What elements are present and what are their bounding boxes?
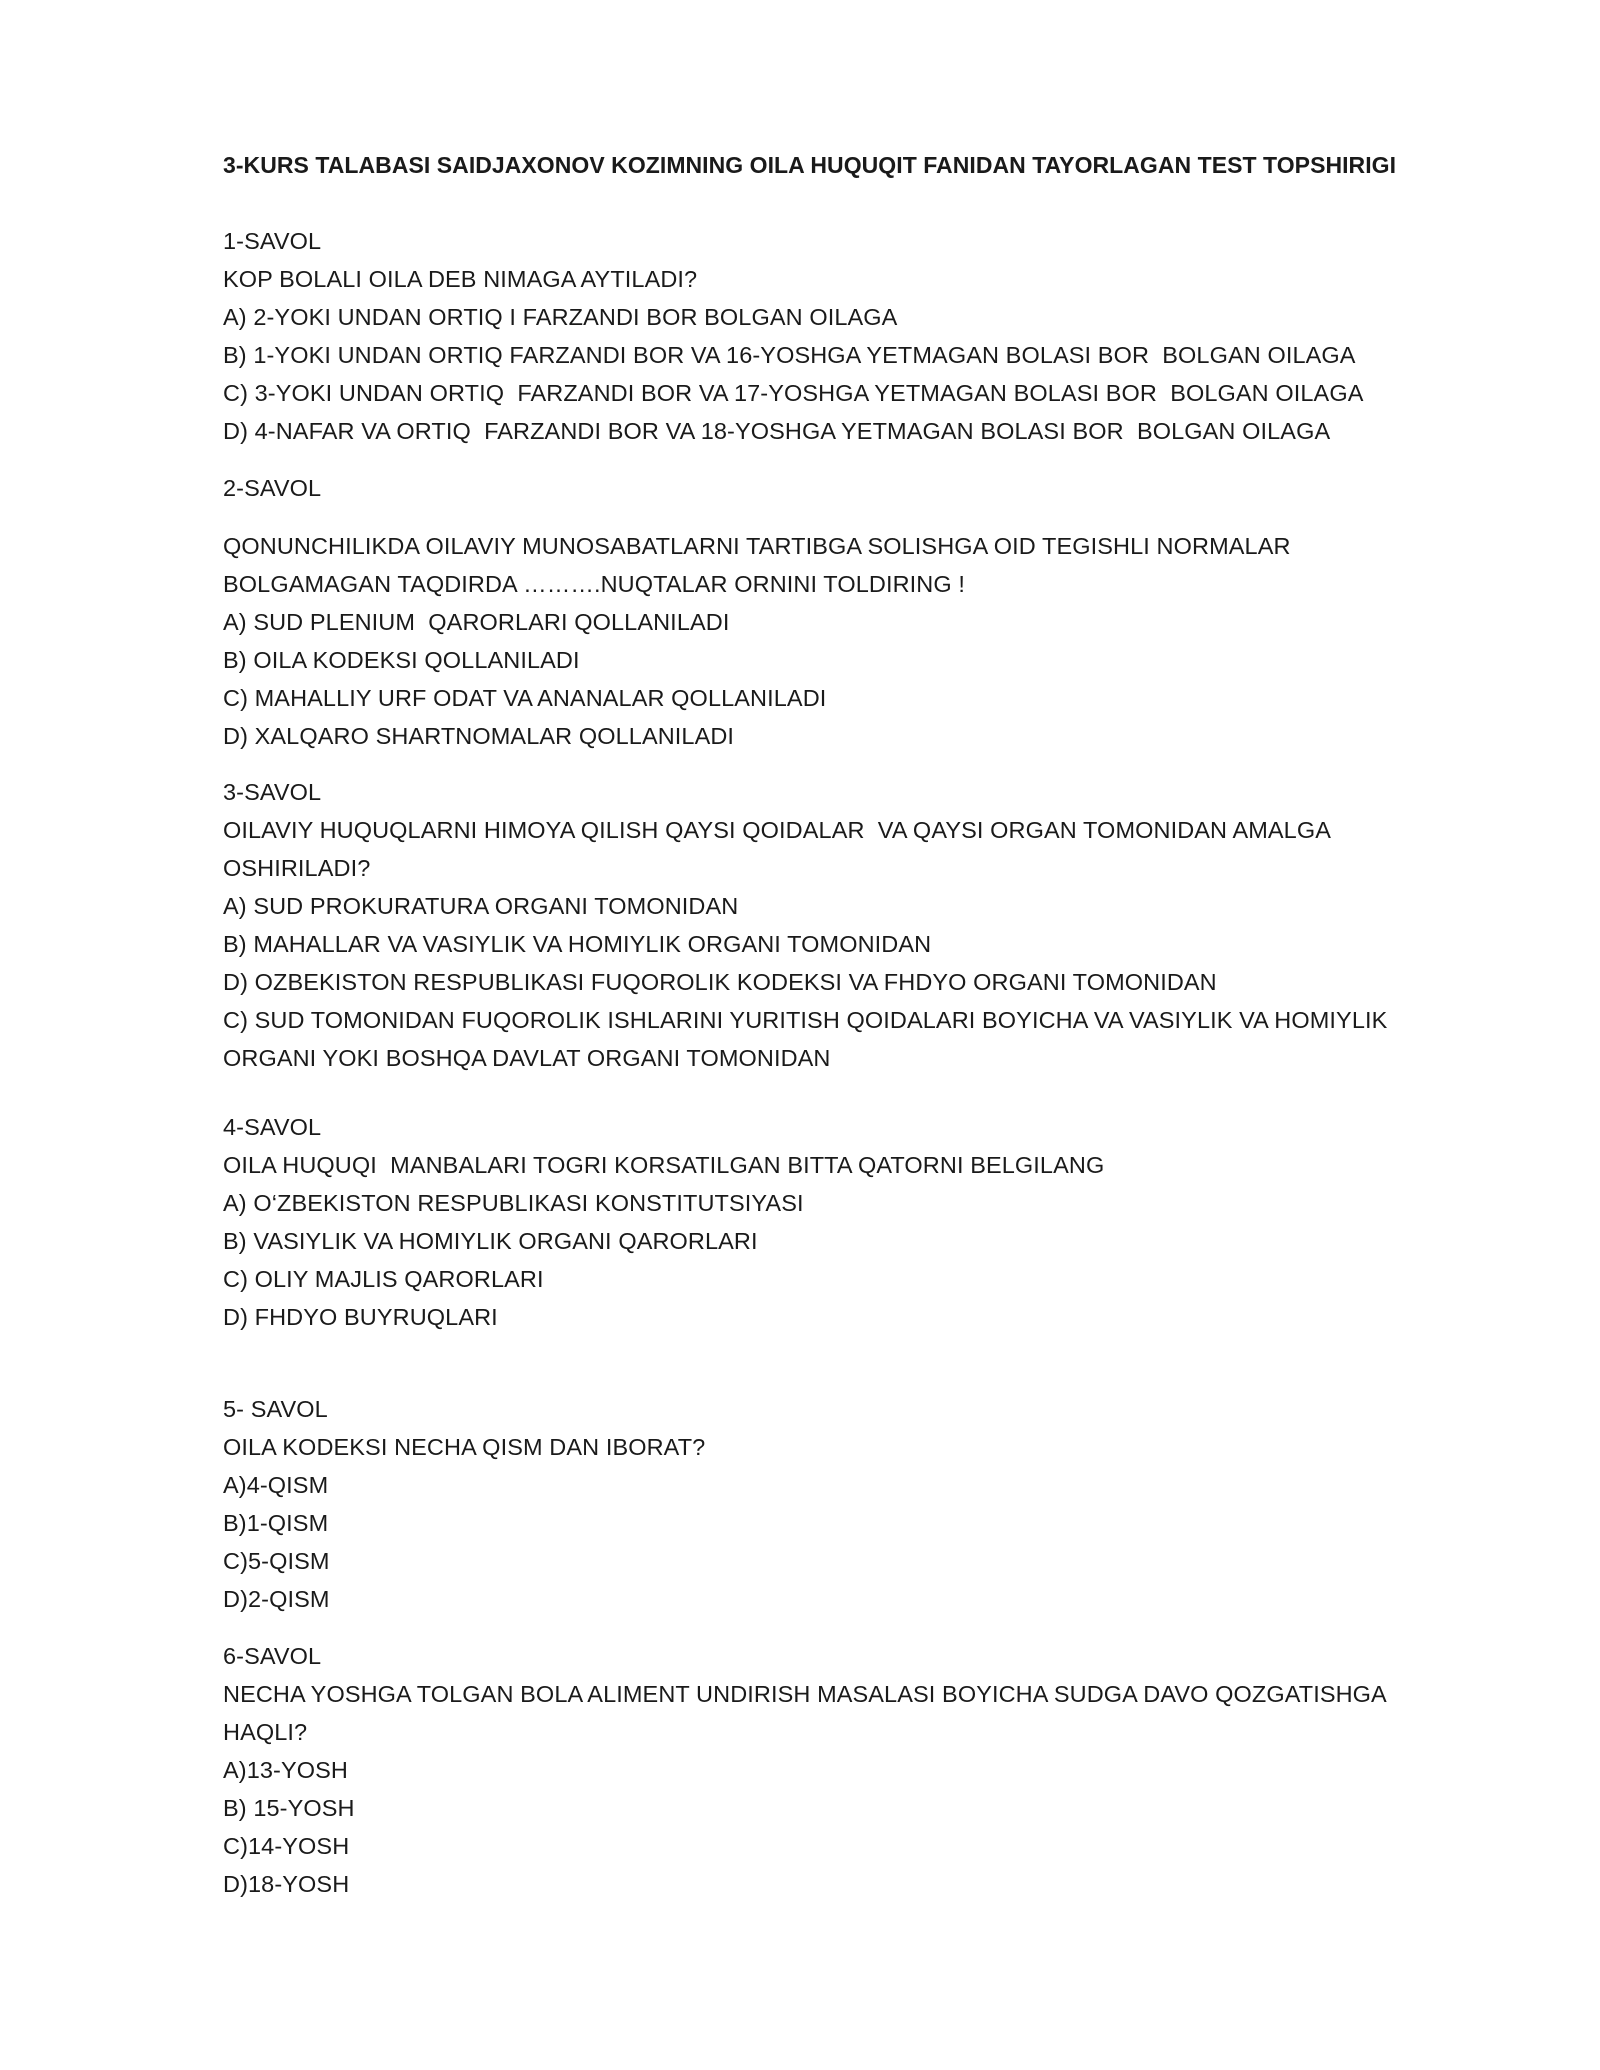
- question-6-option-a: A)13-YOSH: [223, 1757, 348, 1783]
- question-1-number: 1-SAVOL: [223, 228, 322, 254]
- question-1-text: KOP BOLALI OILA DEB NIMAGA AYTILADI?: [223, 266, 698, 292]
- question-3-option-d: D) OZBEKISTON RESPUBLIKASI FUQOROLIK KODEKSI VA FHDYO ORGANI TOMONIDAN: [223, 969, 1217, 995]
- question-5-option-c: C)5-QISM: [223, 1548, 330, 1574]
- question-2-text-line-2: BOLGAMAGAN TAQDIRDA ……….NUQTALAR ORNINI TOLDIRING !: [223, 571, 965, 597]
- question-6-text-line-2: HAQLI?: [223, 1719, 308, 1745]
- document-title-block: [223, 146, 1396, 184]
- question-4-option-c: C) OLIY MAJLIS QARORLARI: [223, 1266, 544, 1292]
- question-3-text-line-1: OILAVIY HUQUQLARNI HIMOYA QILISH QAYSI QOIDALAR VA QAYSI ORGAN TOMONIDAN AMALGA: [223, 817, 1331, 843]
- question-3-option-c-line-2: ORGANI YOKI BOSHQA DAVLAT ORGANI TOMONIDAN: [223, 1045, 831, 1071]
- question-2-text-line-1: QONUNCHILIKDA OILAVIY MUNOSABATLARNI TARTIBGA SOLISHGA OID TEGISHLI NORMALAR: [223, 533, 1291, 559]
- question-2-option-d: D) XALQARO SHARTNOMALAR QOLLANILADI: [223, 723, 735, 749]
- question-6-text-line-1: NECHA YOSHGA TOLGAN BOLA ALIMENT UNDIRISH MASALASI BOYICHA SUDGA DAVO QOZGATISHGA: [223, 1681, 1387, 1707]
- question-1-option-d: D) 4-NAFAR VA ORTIQ FARZANDI BOR VA 18-YOSHGA YETMAGAN BOLASI BOR BOLGAN OILAGA: [223, 418, 1331, 444]
- question-6-option-b: B) 15-YOSH: [223, 1795, 355, 1821]
- question-3-option-c-line-1: C) SUD TOMONIDAN FUQOROLIK ISHLARINI YURITISH QOIDALARI BOYICHA VA VASIYLIK VA HOMIYLIK: [223, 1007, 1388, 1033]
- question-1-option-a: A) 2-YOKI UNDAN ORTIQ I FARZANDI BOR BOLGAN OILAGA: [223, 304, 898, 330]
- question-1: [223, 222, 1364, 450]
- question-4-option-b: B) VASIYLIK VA HOMIYLIK ORGANI QARORLARI: [223, 1228, 758, 1254]
- question-4: [223, 1108, 1104, 1336]
- question-2-option-c: C) MAHALLIY URF ODAT VA ANANALAR QOLLANILADI: [223, 685, 827, 711]
- question-3-option-a: A) SUD PROKURATURA ORGANI TOMONIDAN: [223, 893, 739, 919]
- question-6: [223, 1637, 1387, 1903]
- question-3-number: 3-SAVOL: [223, 779, 322, 805]
- question-3-text-line-2: OSHIRILADI?: [223, 855, 371, 881]
- question-2-option-b: B) OILA KODEKSI QOLLANILADI: [223, 647, 580, 673]
- question-6-number: 6-SAVOL: [223, 1643, 322, 1669]
- question-3: [223, 773, 1387, 1077]
- question-4-text: OILA HUQUQI MANBALARI TOGRI KORSATILGAN BITTA QATORNI BELGILANG: [223, 1152, 1105, 1178]
- question-5-option-a: A)4-QISM: [223, 1472, 329, 1498]
- question-5-option-b: B)1-QISM: [223, 1510, 329, 1536]
- question-5-option-d: D)2-QISM: [223, 1586, 330, 1612]
- question-1-option-b: B) 1-YOKI UNDAN ORTIQ FARZANDI BOR VA 16-YOSHGA YETMAGAN BOLASI BOR BOLGAN OILAGA: [223, 342, 1356, 368]
- question-4-option-d: D) FHDYO BUYRUQLARI: [223, 1304, 498, 1330]
- question-5-text: OILA KODEKSI NECHA QISM DAN IBORAT?: [223, 1434, 706, 1460]
- question-2-option-a: A) SUD PLENIUM QARORLARI QOLLANILADI: [223, 609, 730, 635]
- question-6-option-c: C)14-YOSH: [223, 1833, 350, 1859]
- document-title: 3-KURS TALABASI SAIDJAXONOV KOZIMNING OILA HUQUQIT FANIDAN TAYORLAGAN TEST TOPSHIRIGI: [223, 152, 1397, 178]
- question-2: [223, 469, 321, 507]
- question-6-option-d: D)18-YOSH: [223, 1871, 350, 1897]
- question-2-number: 2-SAVOL: [223, 475, 322, 501]
- question-4-number: 4-SAVOL: [223, 1114, 322, 1140]
- question-1-option-c: C) 3-YOKI UNDAN ORTIQ FARZANDI BOR VA 17-YOSHGA YETMAGAN BOLASI BOR BOLGAN OILAGA: [223, 380, 1364, 406]
- question-2-body: [223, 527, 1291, 755]
- question-5-number: 5- SAVOL: [223, 1396, 328, 1422]
- question-3-option-b: B) MAHALLAR VA VASIYLIK VA HOMIYLIK ORGANI TOMONIDAN: [223, 931, 932, 957]
- question-5: [223, 1390, 705, 1618]
- question-4-option-a: A) O‘ZBEKISTON RESPUBLIKASI KONSTITUTSIYASI: [223, 1190, 804, 1216]
